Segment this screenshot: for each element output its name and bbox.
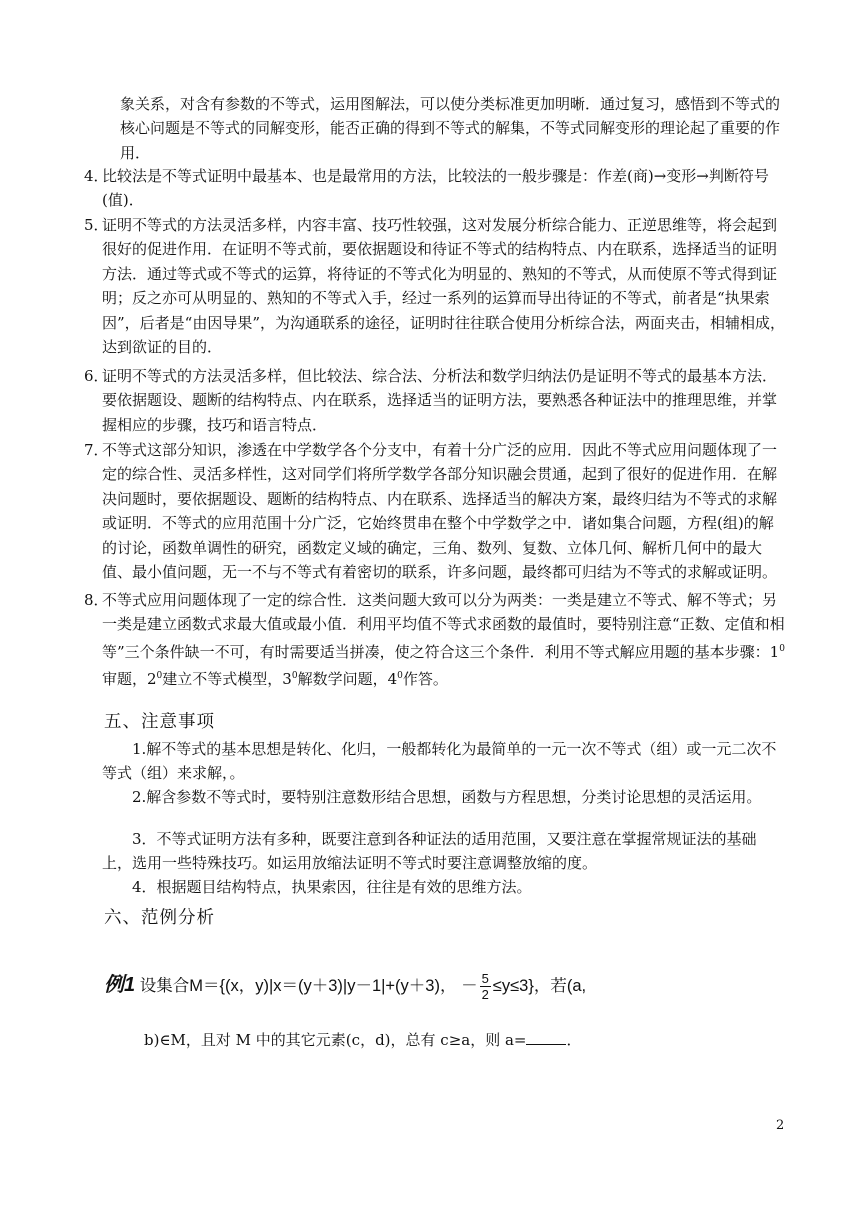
item-number: 5． (84, 216, 109, 234)
fraction: $\frac{5}{2}$ (481, 971, 489, 1003)
item-number: 7． (84, 441, 109, 459)
item-number: 4． (84, 167, 109, 185)
list-item-5 (84, 213, 786, 359)
item-number: 6． (84, 367, 109, 385)
intro-continuation: 象关系，对含有参数的不等式，运用图解法，可以使分类标准更加明晰．通过复习，感悟到不等式的核心问题是不等式的同解变形，能否正确的得到不等式的解集，不等式同解变形的理论起了重要的作用． (120, 95, 781, 162)
list-item-7 (84, 438, 786, 584)
section-6-title: 六、范例分析 (104, 908, 215, 928)
section-5-title: 五、注意事项 (104, 712, 215, 732)
note-paragraph-3: 3．不等式证明方法有多种，既要注意到各种证法的适用范围，又要注意在掌握常规证法的基础上，选用一些特殊技巧。如运用放缩法证明不等式时要注意调整放缩的度。 (102, 830, 757, 872)
answer-blank (526, 1030, 566, 1045)
note-paragraph-4: 4．根据题目结构特点，执果索因，往往是有效的思维方法。 (132, 878, 532, 896)
example-text-b: ≤y≤3}，若(a, (492, 977, 587, 995)
example-1-line2: b)∈M，且对 M 中的其它元素(c，d)，总有 c≥a，则 a= ． (144, 1031, 582, 1049)
item-text: 证明不等式的方法灵活多样，内容丰富、技巧性较强，这对发展分析综合能力、正逆思维等，将会起到很好的促进作用．在证明不等式前，要依据题设和待证不等式的结构特点、内在联系，选择适当的证明方法．通过等式或不等式的运算，将待证的不等式化为明显的、熟知的不等式，从而使原不等式得到证明；反之亦可从明显的、熟知的不等式入手，经过一系列的运算而导出待证的不等式，前者是“执果索因”，后者是“由因导果”，为沟通联系的途径，证明时往往联合使用分析综合法，两面夹击，相辅相成，达到欲证的目的． (102, 216, 786, 357)
example-label: 例1 (104, 974, 136, 996)
minus-sign: － (461, 977, 478, 995)
note-paragraph-2: 2.解含参数不等式时，要特别注意数形结合思想，函数与方程思想，分类讨论思想的灵活运用。 (132, 788, 762, 806)
item-text: 比较法是不等式证明中最基本、也是最常用的方法，比较法的一般步骤是：作差(商)→变形→判断符号(值)． (102, 167, 769, 210)
item-text: 证明不等式的方法灵活多样，但比较法、综合法、分析法和数学归纳法仍是证明不等式的最基本方法．要依据题设、题断的结构特点、内在联系，选择适当的证明方法，要熟悉各种证法中的推理思维，并掌握相应的步骤，技巧和语言特点． (102, 367, 778, 434)
item-text: 不等式这部分知识，渗透在中学数学各个分支中，有着十分广泛的应用．因此不等式应用问题体现了一定的综合性、灵活多样性，这对同学们将所学数学各部分知识融会贯通，起到了很好的促进作用．在解决问题时，要依据题设、题断的结构特点、内在联系、选择适当的解决方案，最终归结为不等式的求解或证明．不等式的应用范围十分广泛，它始终贯串在整个中学数学之中．诸如集合问题，方程(组)的解的讨论，函数单调性的研究，函数定义域的确定，三角、数列、复数、立体几何、解析几何中的最大值、最小值问题，无一不与不等式有着密切的联系，许多问题，最终都可归结为不等式的求解或证明。 (102, 441, 778, 582)
page-number: 2 (776, 1118, 785, 1133)
list-item-4 (84, 164, 786, 213)
list-item-6 (84, 364, 786, 437)
example-1-line1 (104, 968, 794, 1004)
list-item-8 (84, 588, 786, 692)
item-number: 8． (84, 591, 109, 609)
item-text: 不等式应用问题体现了一定的综合性．这类问题大致可以分为两类：一类是建立不等式、解不等式；另一类是建立函数式求最大值或最小值．利用平均值不等式求函数的最值时，要特别注意“正数、定值和相等”三个条件缺一不可，有时需要适当拼凑，使之符合这三个条件．利用不等式解应用题的基本步骤：$1^0$审题，$2^0$建立不等式模型，$3^0$解数学问题，$4^0$作答。 (102, 591, 785, 689)
note-paragraph-1: 1.解不等式的基本思想是转化、化归，一般都转化为最简单的一元一次不等式（组）或一元二次不等式（组）来求解，。 (102, 740, 777, 782)
example-text-a: 设集合M＝{(x，y)|x＝(y＋3)|y－1|+(y＋3)， (139, 977, 457, 995)
